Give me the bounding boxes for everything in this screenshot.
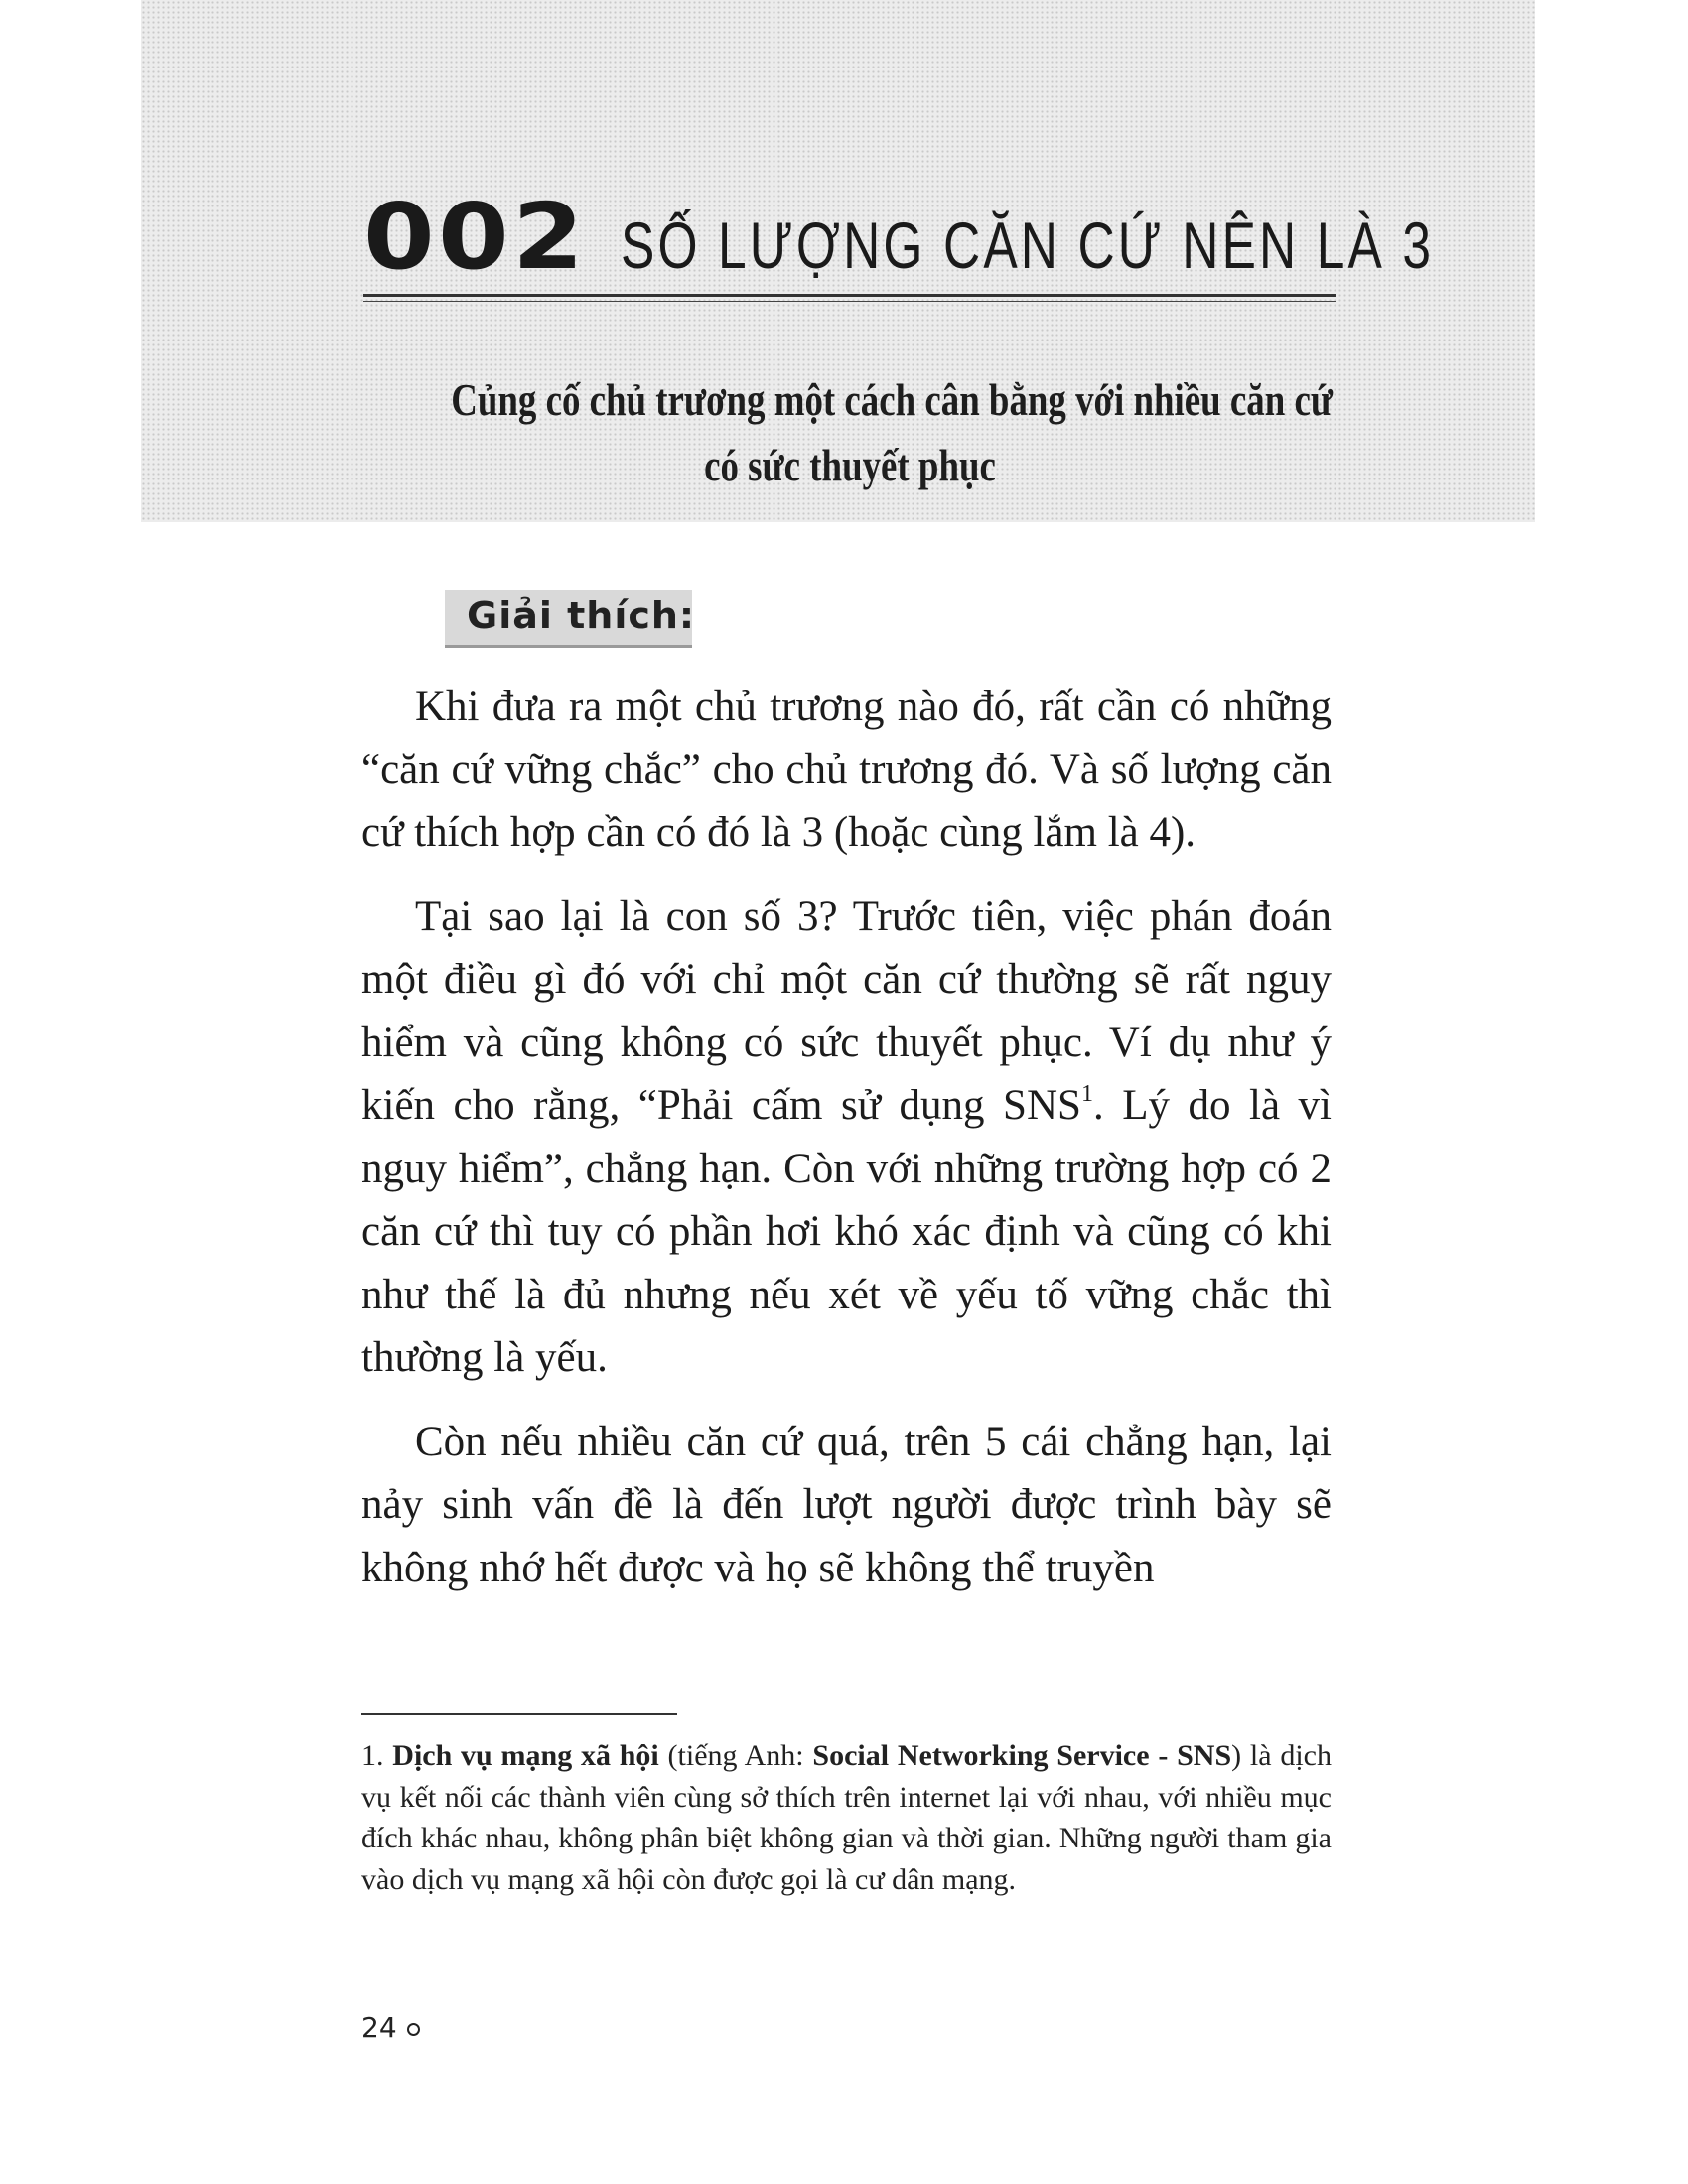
page-bullet-icon xyxy=(407,2023,420,2036)
subtitle-line-2: có sức thuyết phục xyxy=(704,441,996,490)
title-rule-thin xyxy=(363,301,1336,302)
paragraph-2-start: Tại sao lại là con số 3? Trước tiên, việc phán đoán một điều gì đó với chỉ một căn cứ thường sẽ rất nguy hiểm và cũng không có sức thuyết phục. Ví dụ như ý kiến cho rằng, “Phải cấm sử dụng SNS xyxy=(361,892,1332,1129)
title-rule-thick xyxy=(363,294,1336,297)
footnote xyxy=(361,1735,1332,1900)
chapter-subtitle xyxy=(363,367,1336,498)
page-number-value: 24 xyxy=(361,2011,397,2044)
section-label: Giải thích: xyxy=(467,594,696,637)
footnote-term: Dịch vụ mạng xã hội xyxy=(392,1739,659,1772)
chapter-name: SỐ LƯỢNG CĂN CỨ NÊN LÀ 3 xyxy=(621,208,1435,282)
chapter-title xyxy=(363,184,1435,293)
subtitle-line-1: Củng cố chủ trương một cách cân bằng với nhiều căn cứ xyxy=(451,375,1333,425)
footnote-text: là dịch vụ kết nối các thành viên cùng sở thích trên internet lại với nhau, với nhiều mục đích khác nhau, không phân biệt không gian và thời gian. Những người tham gia vào dịch vụ mạng xã hội còn được gọi là cư dân mạng. xyxy=(361,1739,1332,1896)
page-number xyxy=(361,2011,420,2044)
paragraph-2-end: . Lý do là vì nguy hiểm”, chẳng hạn. Còn với những trường hợp có 2 căn cứ thì tuy có phần hơi khó xác định và cũng có khi như thế là đủ nhưng nếu xét về yếu tố vững chắc thì thường là yếu. xyxy=(361,1082,1332,1381)
paragraph-1: Khi đưa ra một chủ trương nào đó, rất cần có những “căn cứ vững chắc” cho chủ trương đó. Và số lượng căn cứ thích hợp cần có đó là 3 (hoặc cùng lắm là 4). xyxy=(361,683,1332,856)
footnote-number: 1. xyxy=(361,1739,384,1772)
footnote-term-en: Social Networking Service - SNS xyxy=(812,1739,1232,1772)
chapter-number: 002 xyxy=(363,184,588,290)
footnote-paren-open: (tiếng Anh: xyxy=(658,1739,813,1772)
footnote-rule xyxy=(361,1713,677,1715)
paragraph-2 xyxy=(361,886,1332,1390)
footnote-reference: 1 xyxy=(1080,1081,1093,1107)
body-text xyxy=(361,675,1332,1620)
footnote-paren-close: ) xyxy=(1231,1739,1242,1772)
paragraph-3: Còn nếu nhiều căn cứ quá, trên 5 cái chẳng hạn, lại nảy sinh vấn đề là đến lượt người được trình bày sẽ không nhớ hết được và họ sẽ không thể truyền xyxy=(361,1418,1332,1591)
